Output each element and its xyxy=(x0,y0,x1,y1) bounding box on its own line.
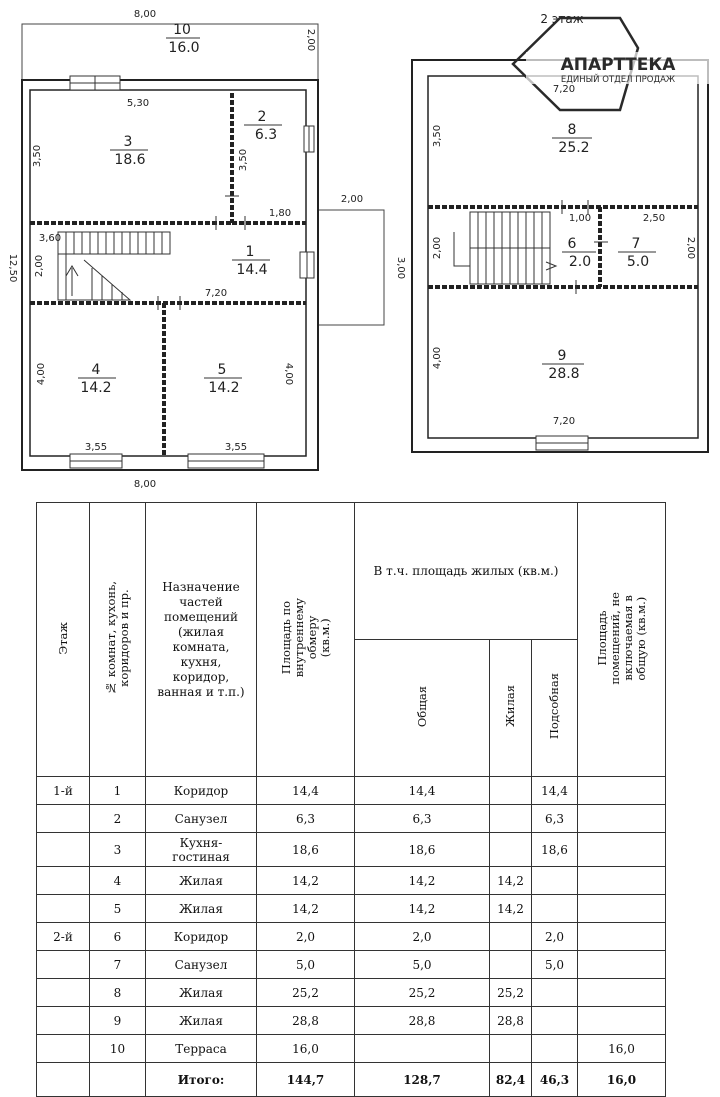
svg-text:3: 3 xyxy=(123,134,133,150)
header-excluded-area: Площадь помещений, не включаемая в общую (кв.м.) xyxy=(578,503,666,777)
dim-label: 4,00 xyxy=(36,362,47,386)
svg-text:8: 8 xyxy=(567,122,577,138)
dim-label: 2,50 xyxy=(642,213,666,224)
dim-label: 7,20 xyxy=(552,84,576,95)
table-row: 2 Санузел 6,3 6,3 6,3 xyxy=(37,805,666,833)
svg-text:6.3: 6.3 xyxy=(254,127,278,143)
floor-1-plan xyxy=(7,9,406,490)
dim-label: 2,00 xyxy=(685,236,696,260)
room-label xyxy=(166,22,200,56)
room-label xyxy=(232,244,270,278)
windows-floor-2 xyxy=(536,436,588,450)
dim-label: 1,00 xyxy=(568,213,592,224)
floor-2-label: 2 этаж xyxy=(540,12,584,26)
room-label xyxy=(552,122,592,156)
dim-label: 2,00 xyxy=(34,254,45,278)
dim-label: 3,50 xyxy=(32,144,43,168)
stairs-floor-2 xyxy=(454,212,556,284)
header-auxiliary: Подсобная xyxy=(532,640,578,777)
header-floor: Этаж xyxy=(37,503,90,777)
room-label xyxy=(244,109,282,143)
apartteka-logo xyxy=(510,10,710,120)
svg-text:9: 9 xyxy=(557,348,567,364)
table-row: 7 Санузел 5,0 5,0 5,0 xyxy=(37,951,666,979)
svg-text:4: 4 xyxy=(91,362,101,378)
svg-text:14.2: 14.2 xyxy=(208,380,240,396)
table-row: 8 Жилая 25,2 25,2 25,2 xyxy=(37,979,666,1007)
room-label xyxy=(204,362,242,396)
dim-label: 3,50 xyxy=(238,148,249,172)
dim-label: 4,00 xyxy=(432,346,443,370)
totals-row: Итого: 144,7 128,7 82,4 46,3 16,0 xyxy=(37,1063,666,1097)
header-living: Жилая xyxy=(490,640,532,777)
svg-text:5.0: 5.0 xyxy=(626,254,650,270)
table-row: 2-й 6 Коридор 2,0 2,0 2,0 xyxy=(37,923,666,951)
room-label xyxy=(542,348,584,382)
header-total: Общая xyxy=(355,640,490,777)
logo-tagline: ЕДИНЫЙ ОТДЕЛ ПРОДАЖ xyxy=(560,75,676,85)
svg-text:16.0: 16.0 xyxy=(168,40,200,56)
dim-label: 12,50 xyxy=(7,253,18,283)
svg-text:28.8: 28.8 xyxy=(548,366,580,382)
svg-text:5: 5 xyxy=(217,362,227,378)
svg-text:25.2: 25.2 xyxy=(558,140,590,156)
room-label xyxy=(78,362,116,396)
table-row: 5 Жилая 14,2 14,2 14,2 xyxy=(37,895,666,923)
table-row: 3 Кухня- гостиная 18,6 18,6 18,6 xyxy=(37,833,666,867)
svg-text:14.2: 14.2 xyxy=(80,380,112,396)
room-label xyxy=(562,236,596,270)
stairs-floor-1 xyxy=(58,232,170,300)
svg-text:14.4: 14.4 xyxy=(236,262,268,278)
svg-text:18.6: 18.6 xyxy=(114,152,146,168)
room-label xyxy=(618,236,656,270)
dim-label: 3,00 xyxy=(395,256,406,280)
porch-outline xyxy=(318,210,384,325)
header-room-number: № комнат, кухонь, коридоров и пр. xyxy=(90,503,146,777)
header-living-group: В т.ч. площадь жилых (кв.м.) xyxy=(355,503,578,640)
dim-label: 7,20 xyxy=(204,288,228,299)
svg-text:2.0: 2.0 xyxy=(568,254,592,270)
dim-label: 3,55 xyxy=(224,442,248,453)
svg-text:1: 1 xyxy=(245,244,255,260)
header-purpose: Назначение частей помещений (жилая комната, кухня, коридор, ванная и т.п.) xyxy=(146,503,257,777)
dim-label: 3,55 xyxy=(84,442,108,453)
room-label xyxy=(110,134,148,168)
dim-label: 3,60 xyxy=(38,233,62,244)
logo-brand: АПАРТТЕКА xyxy=(560,55,676,75)
dim-label: 8,00 xyxy=(133,479,157,490)
dim-label: 4,00 xyxy=(283,362,294,386)
dim-label: 3,50 xyxy=(432,124,443,148)
table-row: 10 Терраса 16,0 16,0 xyxy=(37,1035,666,1063)
svg-text:2: 2 xyxy=(257,109,267,125)
dim-label: 1,80 xyxy=(268,208,292,219)
dim-label: 7,20 xyxy=(552,416,576,427)
table-row: 1-й 1 Коридор 14,4 14,4 14,4 xyxy=(37,777,666,805)
dim-label: 2,00 xyxy=(432,236,443,260)
svg-text:7: 7 xyxy=(631,236,641,252)
totals-label: Итого: xyxy=(146,1063,257,1097)
header-internal-area: Площадь по внутреннему обмеру (кв.м.) xyxy=(257,503,355,777)
svg-text:6: 6 xyxy=(567,236,577,252)
table-row: 4 Жилая 14,2 14,2 14,2 xyxy=(37,867,666,895)
explication-table xyxy=(36,502,666,1097)
dim-label: 2,00 xyxy=(340,194,364,205)
dim-label: 5,30 xyxy=(126,98,150,109)
windows-floor-1 xyxy=(70,76,314,468)
table-row: 9 Жилая 28,8 28,8 28,8 xyxy=(37,1007,666,1035)
dim-label: 2,00 xyxy=(305,28,316,52)
svg-text:10: 10 xyxy=(173,22,191,38)
dim-label: 8,00 xyxy=(133,9,157,20)
